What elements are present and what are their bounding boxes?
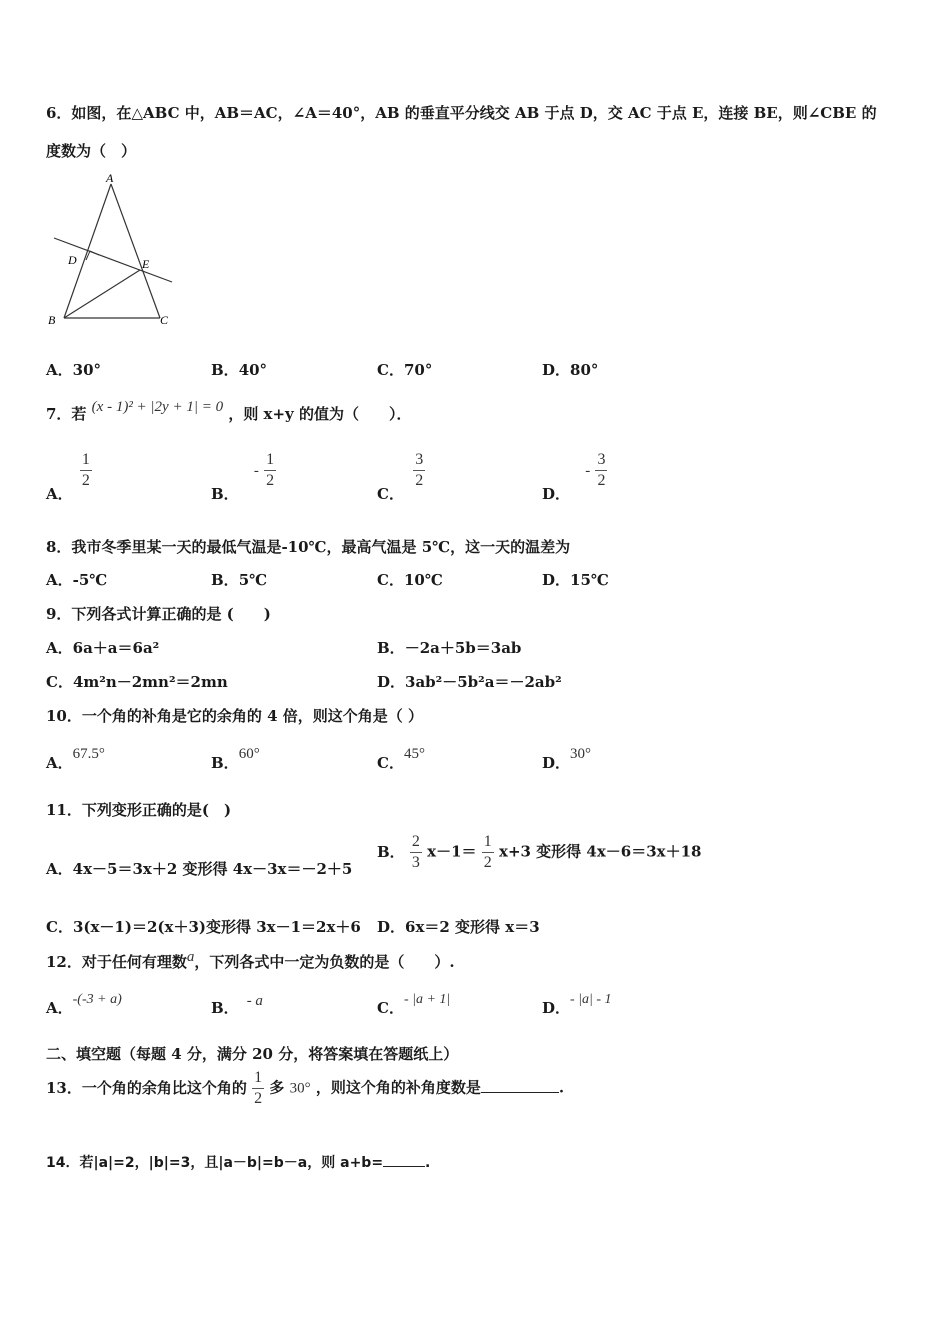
q12-stem: 12．对于任何有理数a，下列各式中一定为负数的是（ ）.	[46, 949, 455, 971]
q14-answer-blank[interactable]	[383, 1166, 425, 1167]
q11-option-a[interactable]: A．4x－5＝3x＋2 变形得 4x－3x＝－2＋5	[46, 860, 353, 878]
q6-stem-line1: 6．如图，在△ABC 中，AB＝AC，∠A＝40°，AB 的垂直平分线交 AB 于点 D，交 AC 于点 E，连接 BE，则∠CBE 的	[46, 104, 877, 122]
label-c: C	[160, 313, 169, 327]
q6-option-a[interactable]: A．30°	[46, 361, 102, 379]
q7-option-a[interactable]: A． $\frac{1}{2}$	[46, 451, 90, 503]
label-d: D	[68, 253, 77, 267]
q13-stem: 13．一个角的余角比这个角的 $\frac{1}{2}$ 多 30° ，则这个角的补角度数是 .	[46, 1069, 565, 1107]
side-ac	[111, 184, 160, 318]
q9-option-d[interactable]: D．3ab²－5b²a＝－2ab²	[377, 673, 562, 691]
q10-stem: 10．一个角的补角是它的余角的 4 倍，则这个角是（ ）	[46, 707, 423, 725]
q8-option-b[interactable]: B．5℃	[211, 571, 268, 589]
q8-option-a[interactable]: A．-5℃	[46, 571, 108, 589]
q11-option-d[interactable]: D．6x＝2 变形得 x＝3	[377, 918, 540, 936]
q11-option-b[interactable]: B． $\frac{2}{3}$ x－1＝ $\frac{1}{2}$ x+3 变形得 4x－6＝3x＋18	[377, 833, 702, 871]
label-e: E	[142, 257, 150, 271]
q7-option-c[interactable]: C． $\frac{3}{2}$	[377, 451, 424, 503]
q10-option-c[interactable]: C．45°	[377, 746, 425, 772]
q7-stem: 7．若 (x - 1)² + |2y + 1| = 0 ，则 x+y 的值为（ ）．	[46, 399, 412, 423]
q12-option-b[interactable]: B． - a	[211, 993, 263, 1017]
q9-option-c[interactable]: C．4m²n－2mn²＝2mn	[46, 673, 228, 691]
q9-stem: 9．下列各式计算正确的是 ( )	[46, 605, 271, 623]
label-a: A	[106, 171, 114, 185]
label-b: B	[48, 313, 56, 327]
q6-triangle-figure	[44, 168, 184, 330]
q7-option-d[interactable]: D． - $\frac{3}{2}$	[542, 451, 606, 503]
q12-option-c[interactable]: C．- |a + 1|	[377, 992, 451, 1017]
q6-option-c[interactable]: C．70°	[377, 361, 433, 379]
q6-option-d[interactable]: D．80°	[542, 361, 599, 379]
q11-option-c[interactable]: C．3(x－1)＝2(x＋3)变形得 3x－1＝2x＋6	[46, 918, 361, 936]
q7-option-b[interactable]: B． - $\frac{1}{2}$	[211, 451, 275, 503]
q8-stem: 8．我市冬季里某一天的最低气温是-10℃，最高气温是 5℃，这一天的温差为	[46, 538, 571, 556]
segment-be	[64, 270, 140, 318]
section-fill-in-heading: 二、填空题（每题 4 分，满分 20 分，将答案填在答题纸上）	[46, 1045, 459, 1063]
q14-stem: 14．若|a|=2，|b|=3，且|a－b|=b－a，则 a+b= .	[46, 1155, 431, 1171]
right-angle-mark	[86, 251, 99, 260]
q11-stem: 11．下列变形正确的是( )	[46, 801, 232, 819]
q7-expression: (x - 1)² + |2y + 1| = 0	[91, 399, 224, 415]
q10-option-a[interactable]: A．67.5°	[46, 746, 105, 772]
q9-option-b[interactable]: B．－2a＋5b＝3ab	[377, 639, 522, 657]
q12-option-d[interactable]: D．- |a| - 1	[542, 992, 612, 1017]
q6-option-b[interactable]: B．40°	[211, 361, 268, 379]
q13-answer-blank[interactable]	[481, 1092, 559, 1093]
q9-option-a[interactable]: A．6a＋a＝6a²	[46, 639, 160, 657]
q12-option-a[interactable]: A．-(-3 + a)	[46, 992, 122, 1017]
q8-option-d[interactable]: D．15℃	[542, 571, 609, 589]
q10-option-b[interactable]: B．60°	[211, 746, 260, 772]
q8-option-c[interactable]: C．10℃	[377, 571, 443, 589]
q6-stem-line2: 度数为（ ）	[46, 142, 137, 160]
q10-option-d[interactable]: D．30°	[542, 746, 592, 772]
